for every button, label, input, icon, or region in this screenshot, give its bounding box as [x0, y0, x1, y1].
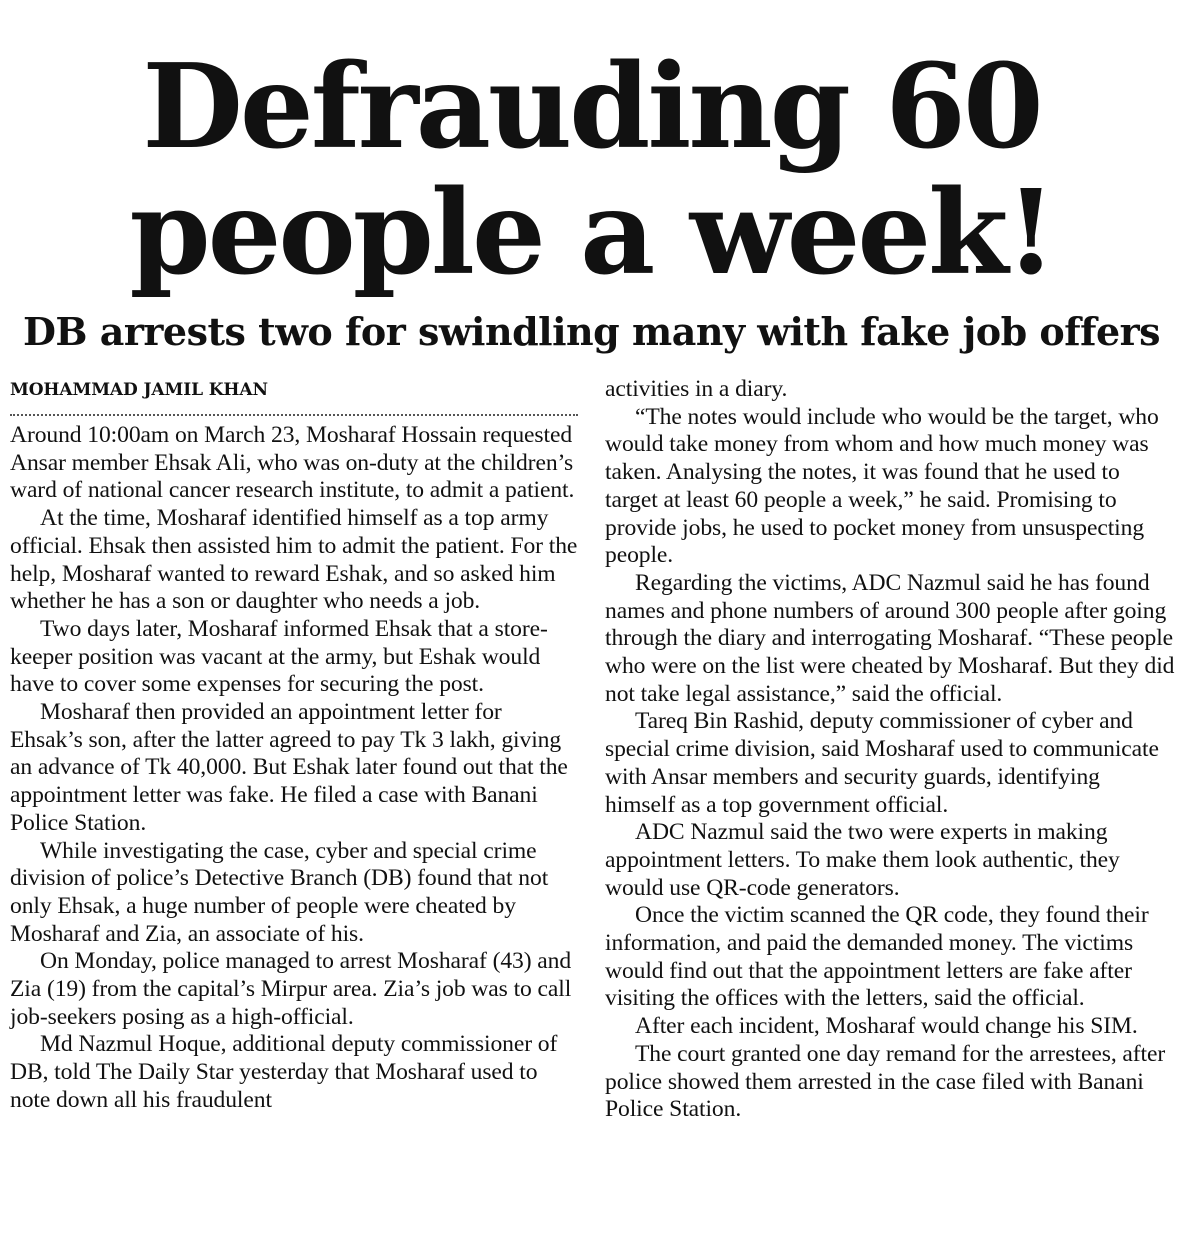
paragraph: On Monday, police managed to arrest Mosharaf (43) and Zia (19) from the capital’s Mirpur area. Zia’s job was to call job-seekers posing as a high-official.	[10, 948, 572, 1030]
article-column-right	[605, 376, 1175, 1124]
paragraph: After each incident, Mosharaf would change his SIM.	[635, 1013, 1138, 1040]
paragraph: Once the victim scanned the QR code, they found their information, and paid the demanded money. The victims would find out that the appointment letters are fake after visiting the offices with the letters, said the official.	[605, 902, 1149, 1012]
paragraph: Tareq Bin Rashid, deputy commissioner of cyber and special crime division, said Mosharaf used to communicate with Ansar members and security guards, identifying himself as a top government official.	[605, 708, 1159, 818]
paragraph: Mosharaf then provided an appointment letter for Ehsak’s son, after the latter agreed to pay Tk 3 lakh, giving an advance of Tk 40,000. But Eshak later found out that the appointment letter was fake. He filed a case with Banani Police Station.	[10, 699, 568, 836]
headline	[0, 39, 1183, 301]
paragraph: While investigating the case, cyber and special crime division of police’s Detective Branch (DB) found that not only Ehsak, a huge number of people were cheated by Mosharaf and Zia, an associate of his.	[10, 837, 549, 947]
paragraph: Around 10:00am on March 23, Mosharaf Hossain requested Ansar member Ehsak Ali, who was on-duty at the children’s ward of national cancer research institute, to admit a patient.	[10, 422, 575, 504]
headline-line-2: people a week!	[129, 165, 1054, 301]
paragraph: At the time, Mosharaf identified himself as a top army official. Ehsak then assisted him to admit the patient. For the help, Mosharaf wanted to reward Eshak, and so asked him whether he has a son or daughter who needs a job.	[10, 505, 578, 615]
byline-divider	[10, 414, 578, 416]
paragraph: The court granted one day remand for the arrestees, after police showed them arrested in the case filed with Banani Police Station.	[605, 1040, 1166, 1123]
headline-line-1: Defrauding 60	[142, 39, 1041, 175]
paragraph: “The notes would include who would be the target, who would take money from whom and how much money was taken. Analysing the notes, it was found that he used to target at least 60 people a week,” he said. Promising to provide jobs, he used to pocket money from unsuspecting people.	[605, 403, 1159, 569]
paragraph: Md Nazmul Hoque, additional deputy commissioner of DB, told The Daily Star yesterday that Mosharaf used to note down all his fraudulent	[10, 1031, 558, 1113]
paragraph: Regarding the victims, ADC Nazmul said he has found names and phone numbers of around 300 people after going through the diary and interrogating Mosharaf. “These people who were on the list were cheated by Mosharaf. But they did not take legal assistance,” said the official.	[605, 569, 1175, 707]
paragraph: ADC Nazmul said the two were experts in making appointment letters. To make them look authentic, they would use QR-code generators.	[605, 819, 1120, 901]
paragraph-continued: activities in a diary.	[605, 376, 788, 402]
paragraph: Two days later, Mosharaf informed Ehsak that a store-keeper position was vacant at the army, but Eshak would have to cover some expenses for securing the post.	[10, 615, 548, 698]
subheadline: DB arrests two for swindling many with fake job offers	[22, 309, 1161, 354]
article-column-left	[10, 376, 578, 1115]
byline: MOHAMMAD JAMIL KHAN	[10, 380, 268, 400]
